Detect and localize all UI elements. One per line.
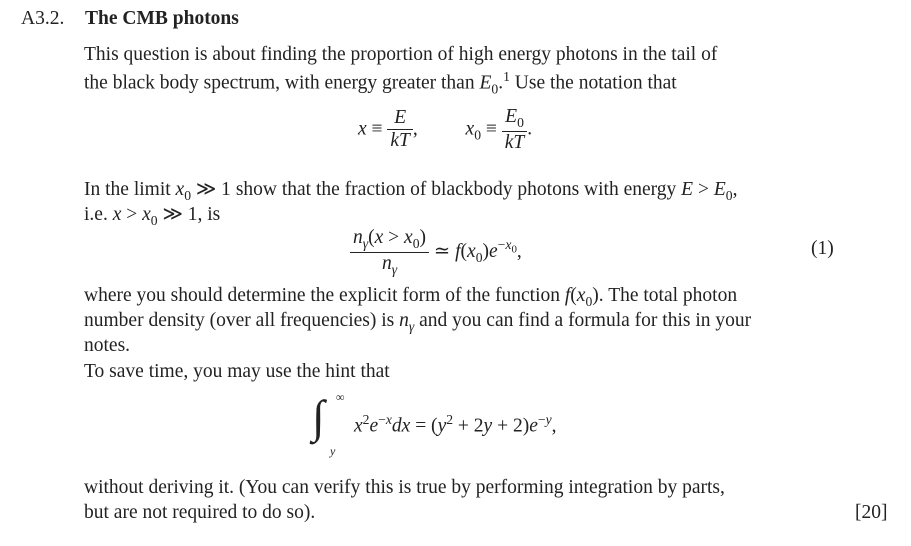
hint-line: To save time, you may use the hint that [84, 361, 390, 382]
where-text-b: The total photon [608, 285, 738, 306]
footnote-mark: 1 [503, 69, 510, 84]
limit-text-b: show that the fraction of blackbody photons with energy [235, 179, 677, 200]
where-text-c: number density (over all frequencies) is [84, 310, 395, 331]
limit-text-a: In the limit [84, 179, 171, 200]
definition-equation: x ≡ $\frac{E}{kT}$ , $x_0$ ≡ $\frac{E_0}{kT}$ . [358, 106, 533, 153]
end-line-1: without deriving it. (You can verify this is true by performing integration by parts, [84, 477, 725, 498]
where-text-d: and you can find a formula for this in your [419, 310, 752, 331]
where-line-2: number density (over all frequencies) is $n_\gamma$ and you can find a formula for this in your [84, 310, 752, 334]
is-text: is [207, 204, 221, 225]
intro-text-b: Use the notation that [514, 72, 677, 94]
where-line-1: where you should determine the explicit form of the function $f(x_0)$. The total photon [84, 285, 738, 309]
limit-line-1: In the limit $x_0$ ≫ 1 show that the fraction of blackbody photons with energy $E > E_0$, [84, 179, 738, 203]
marks-label: [20] [855, 502, 888, 523]
ie-text: i.e. [84, 204, 108, 225]
where-line-3: notes. [84, 335, 131, 356]
equation-1: $\frac{n_\gamma(x > x_0)}{n_\gamma}$ ≃ $f(x_0)e^{-x_0}$, [350, 227, 522, 278]
section-title: The CMB photons [85, 8, 239, 29]
end-line-2: but are not required to do so). [84, 502, 316, 523]
integral-sign: ∫ [312, 391, 325, 442]
e0-symbol: E [479, 72, 492, 94]
limit-line-2: i.e. $x > x_0$ ≫ 1, is [84, 204, 221, 228]
section-number: A3.2. [21, 8, 65, 29]
intro-text-a: the black body spectrum, with energy greater than [84, 72, 475, 94]
equation-number: (1) [811, 238, 834, 259]
intro-line-2: the black body spectrum, with energy greater than $E_0.^1$ Use the notation that [84, 69, 677, 97]
intro-line-1: This question is about finding the proportion of high energy photons in the tail of [84, 44, 718, 65]
where-text-a: where you should determine the explicit form of the function [84, 285, 560, 306]
